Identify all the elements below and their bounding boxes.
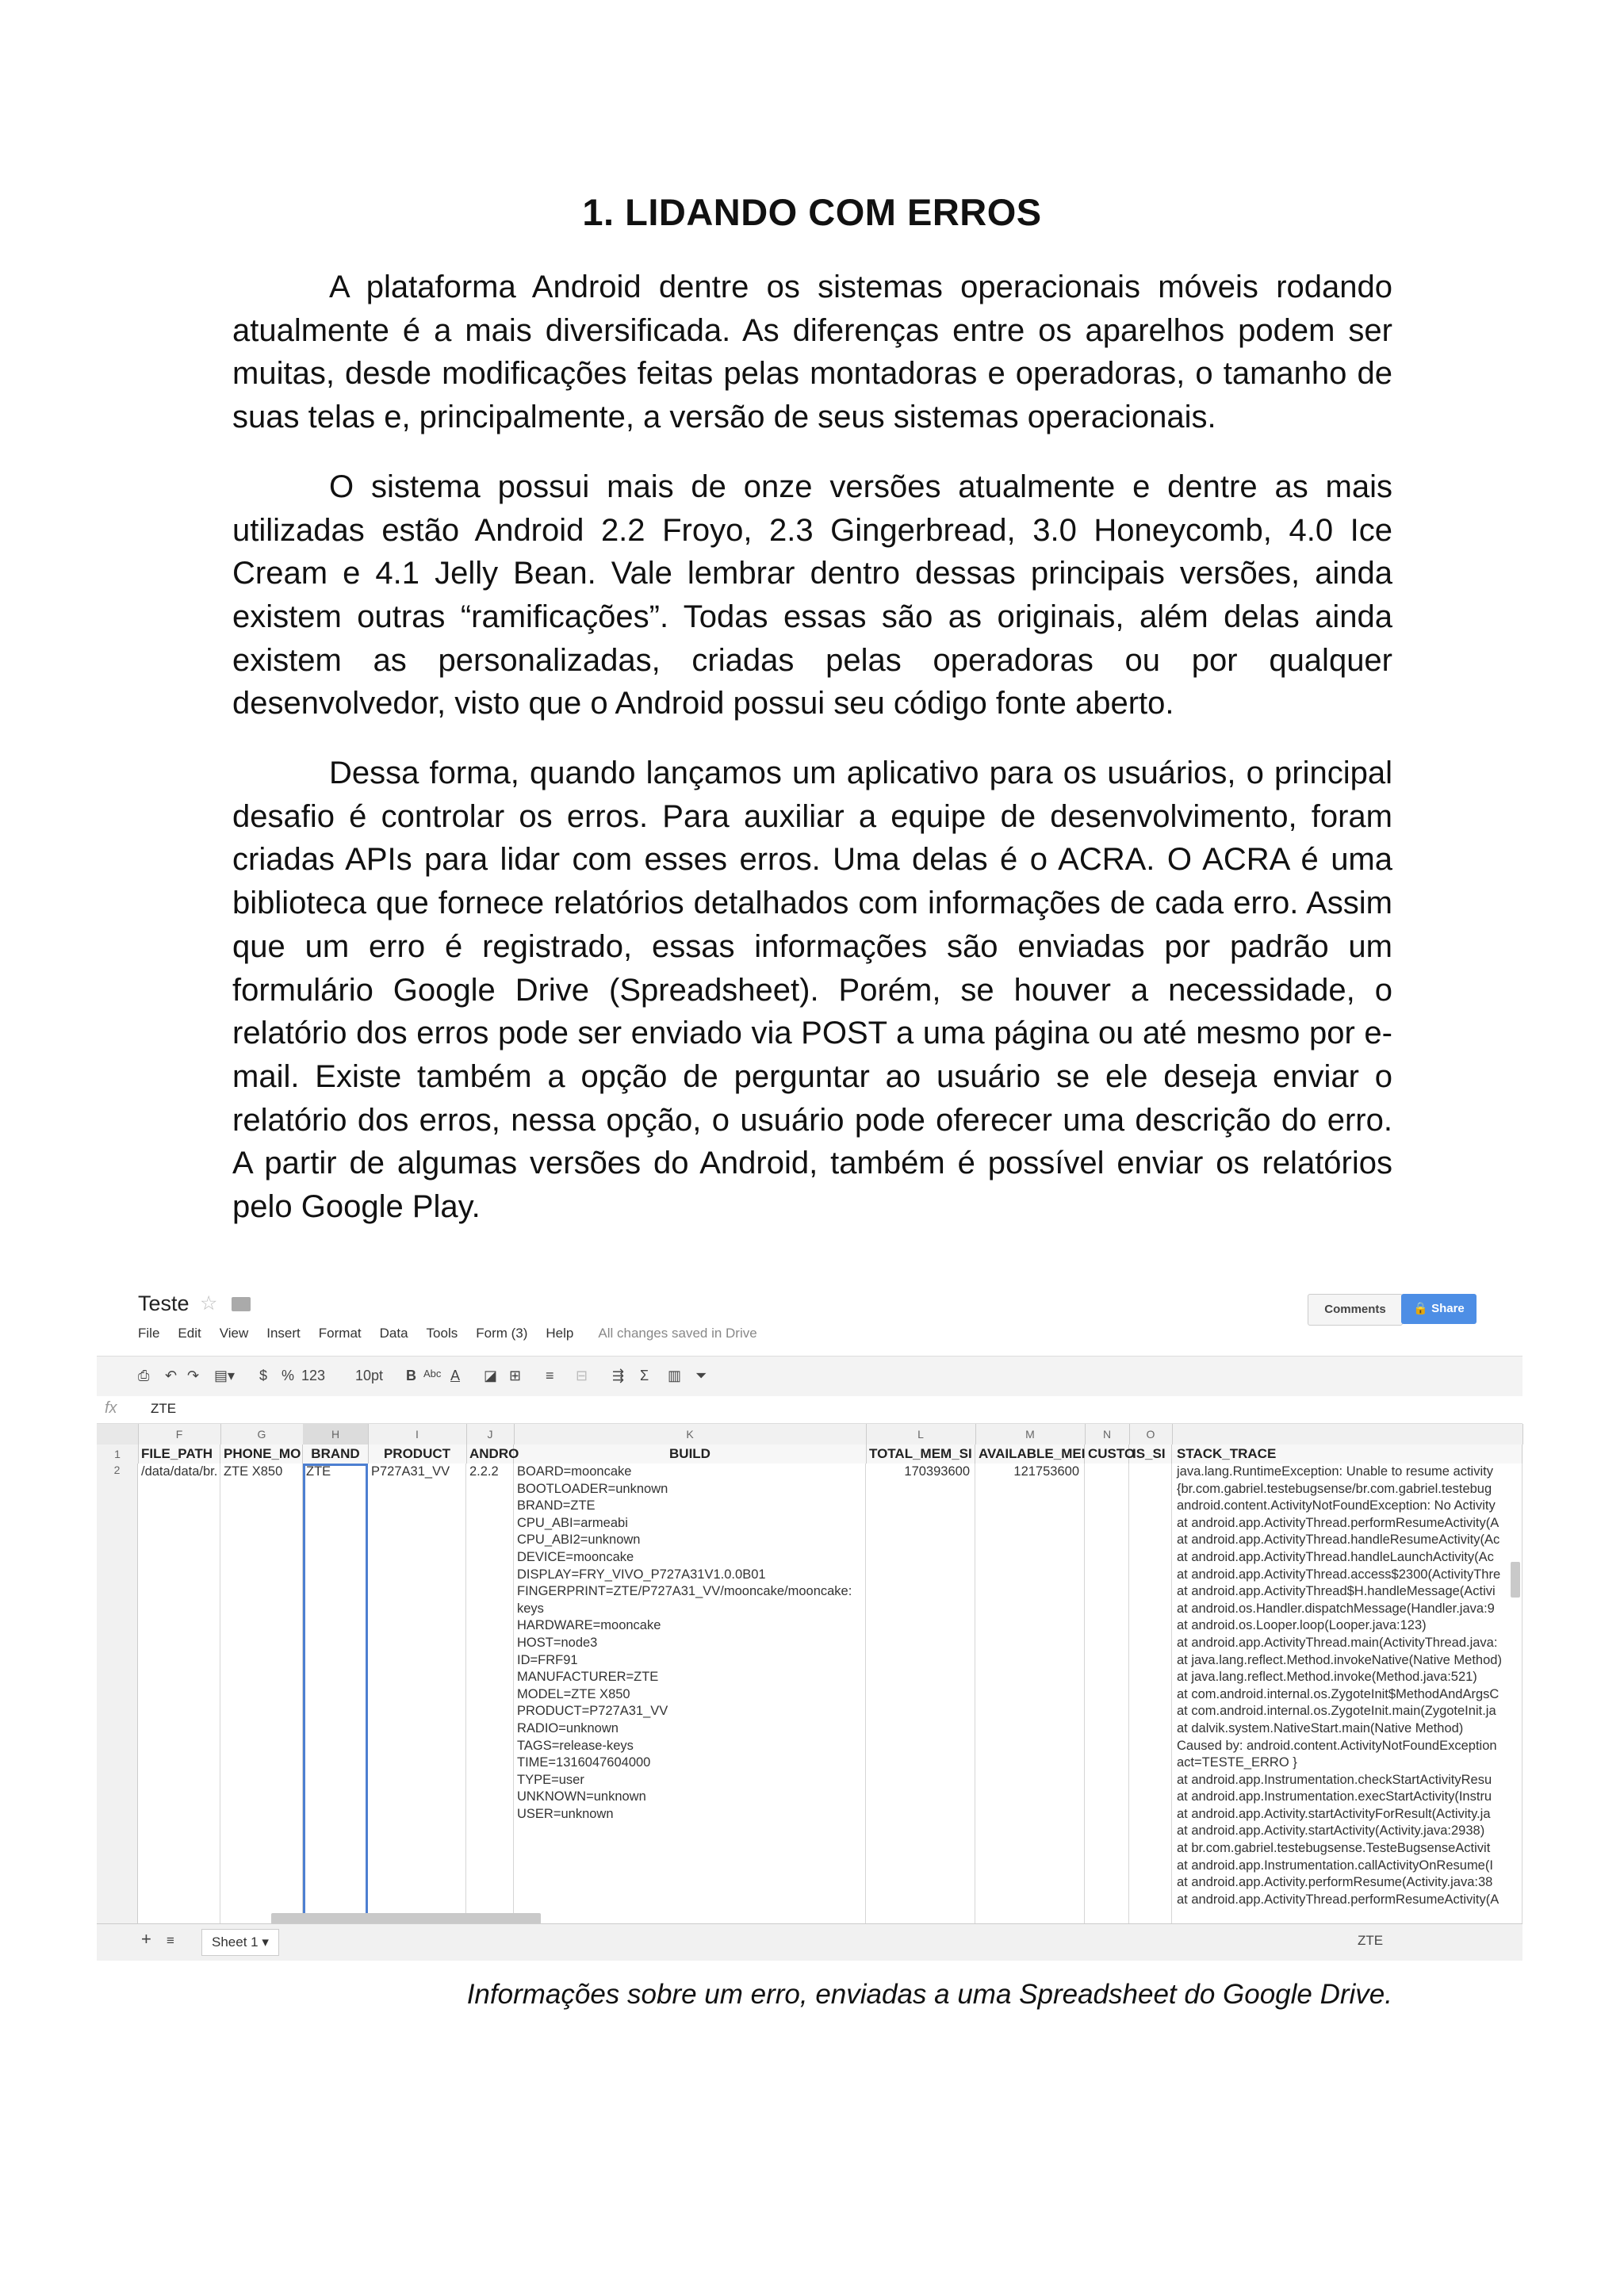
menu-insert[interactable]: Insert [266, 1326, 301, 1341]
stack-trace-line: at android.app.Activity.startActivityForResult(Activity.ja [1177, 1806, 1491, 1821]
horizontal-scrollbar[interactable] [271, 1913, 541, 1924]
stack-trace-line: at android.app.ActivityThread.performResumeActivity(A [1177, 1515, 1500, 1530]
menu-data[interactable]: Data [379, 1326, 408, 1341]
stack-trace-line: Caused by: android.content.ActivityNotFoundException [1177, 1738, 1497, 1753]
share-label: Share [1431, 1302, 1465, 1315]
col-l[interactable]: L [866, 1424, 976, 1445]
build-line: RADIO=unknown [517, 1720, 619, 1735]
header-cell[interactable]: STACK_TRACE [1172, 1445, 1522, 1464]
build-line: TYPE=user [517, 1772, 584, 1787]
menu-format[interactable]: Format [318, 1326, 362, 1341]
menu-edit[interactable]: Edit [178, 1326, 201, 1341]
cell-is-silent[interactable] [1129, 1464, 1172, 1931]
cell-brand[interactable]: ZTE [303, 1464, 368, 1931]
header-cell[interactable]: BUILD [514, 1445, 867, 1464]
percent-button[interactable]: % [282, 1368, 295, 1383]
build-line: FINGERPRINT=ZTE/P727A31_VV/mooncake/mooncake: [517, 1584, 852, 1599]
redo-icon[interactable]: ↷ [187, 1368, 200, 1383]
paste-format-icon[interactable]: ▤▾ [214, 1368, 236, 1383]
cell-phone-model[interactable]: ZTE X850 [220, 1464, 303, 1931]
cell-android-version[interactable]: 2.2.2 [466, 1464, 514, 1931]
build-line: HARDWARE=mooncake [517, 1618, 661, 1633]
stack-trace-line: at android.app.ActivityThread.handleLaunchActivity(Ac [1177, 1549, 1494, 1564]
paragraph-1: A plataforma Android dentre os sistemas operacionais móveis rodando atualmente é a mais diversificada. As diferenças entre os aparelhos podem ser muitas, desde modificações feitas pelas montadoras e operadoras, o tamanho de suas telas e, principalmente, a versão de seus sistemas operacionais. [232, 270, 1392, 435]
cell-file-path[interactable]: /data/data/br. [138, 1464, 220, 1931]
stack-trace-line: java.lang.RuntimeException: Unable to resume activity [1177, 1464, 1493, 1479]
build-line: HOST=node3 [517, 1635, 598, 1650]
header-cell[interactable]: CUSTO [1085, 1445, 1129, 1464]
stack-trace-line: at android.app.Instrumentation.checkStartActivityResu [1177, 1772, 1492, 1787]
build-line: USER=unknown [517, 1806, 614, 1821]
build-line: DISPLAY=FRY_VIVO_P727A31V1.0.0B01 [517, 1567, 766, 1582]
status-value: ZTE [1358, 1933, 1384, 1948]
fx-icon: fx [105, 1399, 117, 1417]
section-heading: 1. LIDANDO COM ERROS [582, 191, 1042, 233]
build-line: MANUFACTURER=ZTE [517, 1670, 659, 1685]
build-line: keys [517, 1601, 544, 1616]
column-headers [97, 1424, 1522, 1445]
stack-trace-line: at com.android.internal.os.ZygoteInit.main(ZygoteInit.ja [1177, 1704, 1496, 1719]
header-cell[interactable]: FILE_PATH [138, 1445, 220, 1464]
currency-button[interactable]: $ [259, 1368, 268, 1383]
stack-trace-line: act=TESTE_ERRO } [1177, 1755, 1297, 1770]
chart-icon[interactable]: ▥ [668, 1368, 682, 1383]
body-text [232, 266, 1392, 1255]
stack-trace-line: at android.app.ActivityThread.performResumeActivity(A [1177, 1892, 1500, 1907]
text-color-button[interactable]: A [450, 1368, 461, 1383]
build-line: BOOTLOADER=unknown [517, 1481, 668, 1496]
header-cell[interactable]: PRODUCT [368, 1445, 467, 1464]
font-size-select[interactable]: 10pt [355, 1368, 384, 1383]
stack-trace-line: at android.os.Looper.loop(Looper.java:123) [1177, 1618, 1427, 1633]
col-h[interactable]: H [303, 1424, 369, 1445]
col-n[interactable]: N [1085, 1424, 1130, 1445]
bottom-bar [97, 1923, 1522, 1961]
build-line: MODEL=ZTE X850 [517, 1686, 630, 1701]
cell-total-mem[interactable]: 170393600 [866, 1464, 975, 1931]
add-sheet-icon[interactable]: + [141, 1929, 151, 1949]
save-status: All changes saved in Drive [598, 1326, 757, 1341]
col-j[interactable]: J [466, 1424, 515, 1445]
formula-input[interactable]: ZTE [151, 1401, 177, 1416]
star-icon[interactable]: ☆ [200, 1292, 218, 1314]
stack-trace-line: at android.app.Instrumentation.execStartActivity(Instru [1177, 1789, 1492, 1804]
build-line: DEVICE=mooncake [517, 1549, 634, 1564]
doc-title[interactable]: Teste [138, 1292, 190, 1315]
print-icon[interactable]: ⎙ [138, 1368, 150, 1383]
header-cell[interactable]: AVAILABLE_MEI [975, 1445, 1085, 1464]
stack-trace-line: at android.app.Activity.startActivity(Activity.java:2938) [1177, 1823, 1485, 1839]
paragraph-3: Dessa forma, quando lançamos um aplicativo para os usuários, o principal desafio é controlar os erros. Para auxiliar a equipe de desenvolvimento, foram criadas APIs para lidar com esses erros. Uma delas é o ACRA. O ACRA é uma biblioteca que fornece relatórios detalhados com informações de cada erro. Assim que um erro é registrado, essas informações são enviadas por padrão um formulário Google Drive (Spreadsheet). Porém, se houver a necessidade, o relatório dos erros pode ser enviado via POST a uma página ou até mesmo por e-mail. Existe também a opção de perguntar ao usuário se ele deseja enviar o relatório dos erros, nessa opção, o usuário pode oferecer uma descrição do erro. A partir de algumas versões do Android, também é possível enviar os relatórios pelo Google Play. [232, 756, 1392, 1225]
col-f[interactable]: F [138, 1424, 221, 1445]
stack-trace-line: at android.app.ActivityThread.handleResumeActivity(Ac [1177, 1533, 1500, 1548]
formula-bar [97, 1396, 1522, 1424]
cell-stack-trace[interactable] [1172, 1464, 1522, 1931]
undo-icon[interactable]: ↶ [165, 1368, 178, 1383]
header-cell[interactable]: IS_SI [1129, 1445, 1172, 1464]
stack-trace-line: at android.app.Activity.performResume(Activity.java:38 [1177, 1875, 1493, 1890]
build-line: PRODUCT=P727A31_VV [517, 1704, 668, 1719]
data-row [97, 1464, 1522, 1931]
figure-caption: Informações sobre um erro, enviadas a uma Spreadsheet do Google Drive. [466, 1979, 1392, 2010]
header-row [97, 1445, 1522, 1464]
sheet-list-icon[interactable]: ≡ [167, 1933, 174, 1948]
build-line: BRAND=ZTE [517, 1498, 596, 1513]
header-cell[interactable]: ANDRO [466, 1445, 514, 1464]
stack-trace-line: at br.com.gabriel.testebugsense.TesteBugsenseActivit [1177, 1841, 1491, 1856]
vertical-scrollbar[interactable] [1511, 1562, 1520, 1598]
build-lines [517, 1464, 865, 1823]
col-m[interactable]: M [975, 1424, 1086, 1445]
stack-trace-line: at android.app.ActivityThread.main(ActivityThread.java: [1177, 1635, 1498, 1650]
stack-lines [1177, 1464, 1522, 1908]
stack-trace-line: at android.os.Handler.dispatchMessage(Handler.java:9 [1177, 1601, 1495, 1616]
cell-custom[interactable] [1085, 1464, 1129, 1931]
functions-button[interactable]: Σ [640, 1368, 649, 1383]
menu-file[interactable]: File [138, 1326, 160, 1341]
header-cell[interactable]: PHONE_MO [220, 1445, 303, 1464]
menu-form[interactable]: Form (3) [476, 1326, 528, 1341]
sheet-tab-label: Sheet 1 [212, 1934, 259, 1950]
borders-icon[interactable]: ⊞ [509, 1368, 522, 1383]
cell-available-mem[interactable]: 121753600 [975, 1464, 1085, 1931]
stack-trace-line: at java.lang.reflect.Method.invoke(Method.java:521) [1177, 1670, 1477, 1685]
stack-trace-line: at android.app.Instrumentation.callActivityOnResume(I [1177, 1858, 1493, 1873]
build-line: CPU_ABI=armeabi [517, 1515, 628, 1530]
col-i[interactable]: I [368, 1424, 467, 1445]
stack-trace-line: at android.app.ActivityThread.access$2300(ActivityThre [1177, 1567, 1501, 1582]
stack-trace-line: at java.lang.reflect.Method.invokeNative(Native Method) [1177, 1652, 1502, 1667]
bold-button[interactable]: B [406, 1368, 416, 1383]
col-p[interactable] [1172, 1424, 1523, 1445]
stack-trace-line: at android.app.ActivityThread$H.handleMessage(Activi [1177, 1584, 1496, 1599]
spreadsheet-screenshot [97, 1284, 1522, 1960]
folder-icon[interactable] [232, 1297, 251, 1311]
menu-tools[interactable]: Tools [426, 1326, 458, 1341]
menu-bar [138, 1326, 776, 1341]
fill-color-icon[interactable]: ◪ [484, 1368, 498, 1383]
cell-build[interactable] [514, 1464, 866, 1931]
toolbar [97, 1356, 1522, 1397]
build-line: ID=FRF91 [517, 1652, 578, 1667]
stack-trace-line: at dalvik.system.NativeStart.main(Native Method) [1177, 1720, 1464, 1735]
stack-trace-line: at com.android.internal.os.ZygoteInit$MethodAndArgsC [1177, 1686, 1500, 1701]
header-cell[interactable]: BRAND [303, 1445, 369, 1464]
number-format-button[interactable]: 123 [301, 1368, 326, 1383]
paragraph-2: O sistema possui mais de onze versões atualmente e dentre as mais utilizadas estão Android 2.2 Froyo, 2.3 Gingerbread, 3.0 Honeycomb, 4.0 Ice Cream e 4.1 Jelly Bean. Vale lembrar dentro dessas principais versões, ainda existem outras “ramificações”. Todas essas são as originais, além delas ainda existem as personalizadas, criadas pelas operadoras ou por qualquer desenvolvedor, visto que o Android possui seu código fonte aberto. [232, 469, 1392, 721]
row-number[interactable] [97, 1464, 138, 1931]
build-line: TIME=1316047604000 [517, 1755, 651, 1770]
build-line: UNKNOWN=unknown [517, 1789, 646, 1804]
build-line: CPU_ABI2=unknown [517, 1533, 641, 1548]
build-line: TAGS=release-keys [517, 1738, 634, 1753]
menu-view[interactable]: View [219, 1326, 249, 1341]
stack-trace-line: android.content.ActivityNotFoundException: No Activity [1177, 1498, 1496, 1513]
build-line: BOARD=mooncake [517, 1464, 632, 1479]
strikethrough-button[interactable]: Abc [423, 1368, 442, 1380]
filter-icon[interactable]: ⏷ [695, 1368, 707, 1383]
col-g[interactable]: G [220, 1424, 304, 1445]
cell-product[interactable]: P727A31_VV [368, 1464, 466, 1931]
comments-button[interactable]: Comments [1308, 1294, 1403, 1326]
merge-icon[interactable]: ⊟ [576, 1368, 588, 1383]
row-number[interactable]: 1 [97, 1445, 139, 1464]
stack-trace-line: {br.com.gabriel.testebugsense/br.com.gabriel.testebug [1177, 1481, 1492, 1496]
sheet-tab[interactable]: Sheet 1 ▾ [201, 1929, 279, 1956]
wrap-icon[interactable]: ⇶ [612, 1368, 625, 1383]
col-o[interactable]: O [1129, 1424, 1173, 1445]
menu-help[interactable]: Help [546, 1326, 574, 1341]
share-button[interactable]: 🔒 Share [1401, 1294, 1477, 1324]
align-icon[interactable]: ≡ [546, 1368, 554, 1383]
header-cell[interactable]: TOTAL_MEM_SI [866, 1445, 975, 1464]
corner-cell[interactable] [97, 1424, 139, 1445]
row-number-label: 2 [113, 1464, 121, 1476]
col-k[interactable]: K [514, 1424, 867, 1445]
